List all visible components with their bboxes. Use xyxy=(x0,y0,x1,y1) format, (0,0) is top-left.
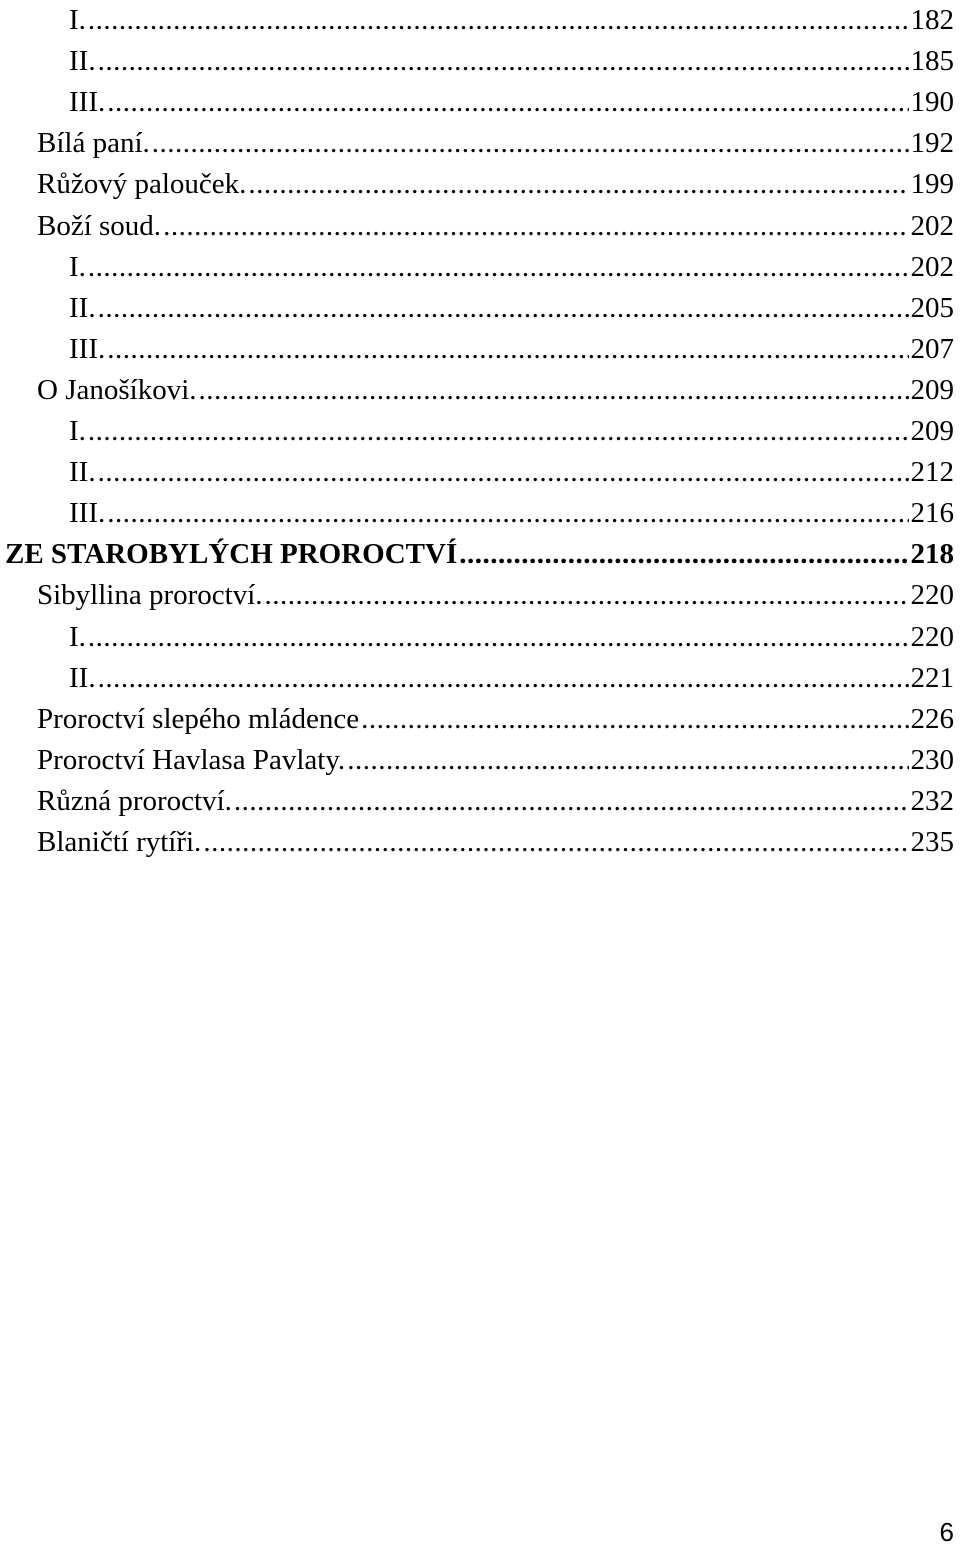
toc-entry[interactable] xyxy=(69,617,954,658)
toc-entry-title: O Janošíkovi. xyxy=(37,373,197,406)
toc-entry-page: 220 xyxy=(910,579,954,612)
toc-entry-page: 235 xyxy=(910,826,954,858)
toc-entry-title: II. xyxy=(69,661,96,694)
toc-entry-page: 207 xyxy=(910,332,954,365)
toc-entry-page: 182 xyxy=(910,4,954,36)
toc-dot-leader xyxy=(107,493,908,534)
toc-entry-title: I. xyxy=(69,620,86,653)
toc-entry-page: 199 xyxy=(910,168,954,201)
toc-entry[interactable] xyxy=(69,329,954,370)
toc-dot-leader xyxy=(88,247,909,288)
toc-entry-page: 220 xyxy=(910,620,954,653)
toc-entry-title: III. xyxy=(69,332,106,365)
toc-entry-page: 230 xyxy=(910,743,954,776)
toc-entry[interactable] xyxy=(37,206,954,247)
toc-dot-leader xyxy=(98,41,909,82)
toc-entry-title: Blaničtí rytíři. xyxy=(37,826,202,858)
toc-dot-leader xyxy=(98,288,909,329)
toc-entry[interactable] xyxy=(37,370,954,411)
toc-entry[interactable] xyxy=(69,0,954,41)
toc-entry[interactable] xyxy=(37,822,954,863)
toc-entry-page: 202 xyxy=(910,250,954,283)
toc-entry[interactable] xyxy=(37,575,954,616)
toc-entry-title: Různá proroctví. xyxy=(37,784,232,817)
toc-entry-page: 202 xyxy=(910,209,954,242)
toc-dot-leader xyxy=(459,534,908,575)
toc-entry-title: I. xyxy=(69,4,86,36)
toc-dot-leader xyxy=(265,575,909,616)
toc-dot-leader xyxy=(107,329,908,370)
toc-entry-page: 216 xyxy=(910,497,954,530)
toc-dot-leader xyxy=(88,411,909,452)
toc-dot-leader xyxy=(199,370,909,411)
toc-dot-leader xyxy=(107,82,908,123)
toc-entry[interactable] xyxy=(69,247,954,288)
toc-entry-page: 192 xyxy=(910,127,954,160)
toc-dot-leader xyxy=(361,699,908,740)
toc-entry[interactable] xyxy=(69,493,954,534)
toc-entry-title: III. xyxy=(69,497,106,530)
toc-entry-title: II. xyxy=(69,456,96,489)
toc-entry[interactable] xyxy=(69,288,954,329)
toc-entry-title: Boží soud. xyxy=(37,209,162,242)
toc-entry[interactable] xyxy=(69,82,954,123)
toc-entry-page: 221 xyxy=(910,661,954,694)
toc-entry[interactable] xyxy=(69,41,954,82)
toc-dot-leader xyxy=(234,781,909,822)
toc-entry-title: II. xyxy=(69,291,96,324)
toc-dot-leader xyxy=(98,658,909,699)
toc-entry-page: 232 xyxy=(910,784,954,817)
toc-entry-title: Proroctví slepého mládence xyxy=(37,702,360,735)
toc-entry-page: 185 xyxy=(910,45,954,78)
toc-dot-leader xyxy=(88,617,909,658)
toc-entry-page: 209 xyxy=(910,415,954,447)
toc-dot-leader xyxy=(163,206,908,247)
toc-dot-leader xyxy=(152,123,909,164)
toc-dot-leader xyxy=(98,452,909,493)
toc-dot-leader xyxy=(88,0,909,41)
toc-entry[interactable] xyxy=(37,699,954,740)
toc-dot-leader xyxy=(203,822,908,863)
toc-entry-title: I. xyxy=(69,250,86,283)
toc-dot-leader xyxy=(347,740,908,781)
toc-entry-title: II. xyxy=(69,45,96,78)
toc-entry-title: Bílá paní. xyxy=(37,127,150,160)
toc-entry-page: 205 xyxy=(910,291,954,324)
toc-entry[interactable] xyxy=(37,781,954,822)
toc-entry[interactable] xyxy=(69,452,954,493)
toc-entry-page: 218 xyxy=(910,538,954,571)
toc-entry-page: 209 xyxy=(910,373,954,406)
toc-section-heading[interactable] xyxy=(5,534,954,575)
toc-entry[interactable] xyxy=(37,164,954,205)
toc-entry[interactable] xyxy=(69,658,954,699)
toc-entry-title: ZE STAROBYLÝCH PROROCTVÍ xyxy=(5,538,458,571)
page-number: 6 xyxy=(939,1517,954,1547)
toc-entry-title: Růžový palouček. xyxy=(37,168,247,201)
toc-entry-title: I. xyxy=(69,415,86,447)
toc-entry[interactable] xyxy=(37,123,954,164)
toc-entry-page: 226 xyxy=(910,702,954,735)
toc-entry[interactable] xyxy=(69,411,954,452)
toc-entry-title: III. xyxy=(69,86,106,119)
toc-entry-page: 190 xyxy=(910,86,954,119)
toc-dot-leader xyxy=(248,164,908,205)
toc-entry-page: 212 xyxy=(910,456,954,489)
toc-entry[interactable] xyxy=(37,740,954,781)
toc-entry-title: Sibyllina proroctví. xyxy=(37,579,263,612)
toc-entry-title: Proroctví Havlasa Pavlaty. xyxy=(37,743,346,776)
